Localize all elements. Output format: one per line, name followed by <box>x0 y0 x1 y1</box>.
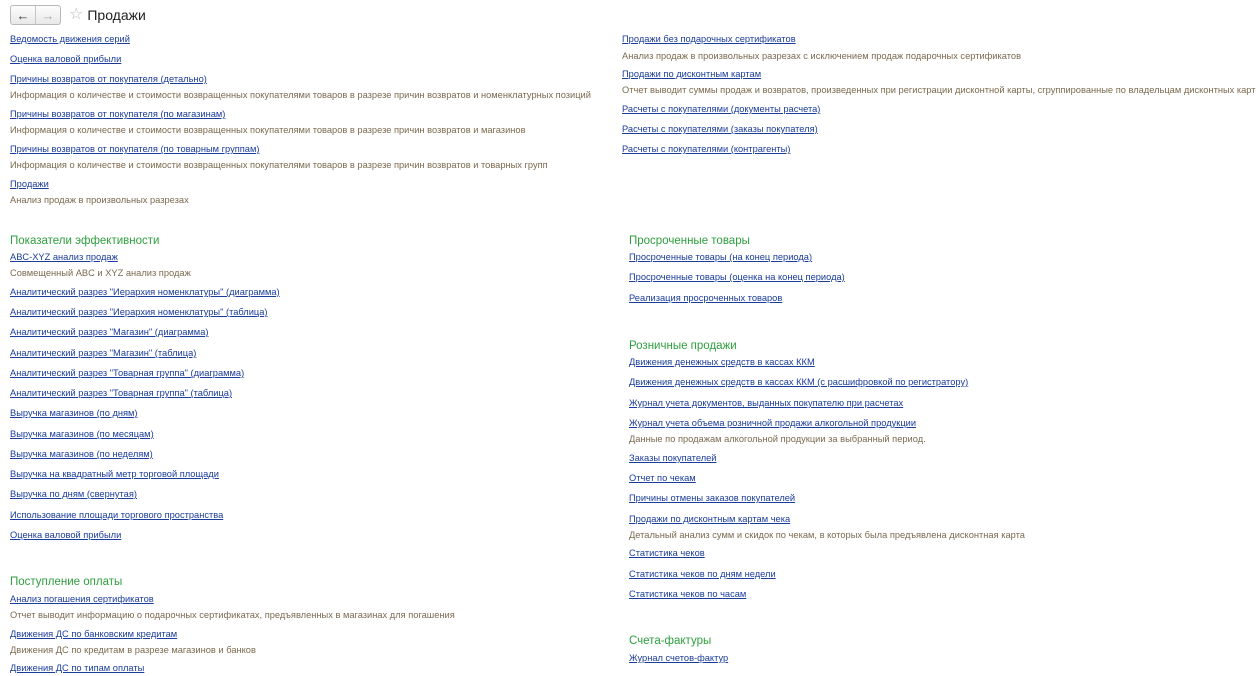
report-link[interactable]: Статистика чеков <box>629 548 705 558</box>
report-description: Информация о количестве и стоимости возвращенных покупателями товаров в разрезе причин возвратов и товарных групп <box>10 160 548 170</box>
report-link[interactable]: Аналитический разрез "Иерархия номенклатуры" (диаграмма) <box>10 287 280 297</box>
report-link[interactable]: Реализация просроченных товаров <box>629 293 783 303</box>
report-link[interactable]: Просроченные товары (на конец периода) <box>629 252 813 262</box>
report-description: Анализ продаж в произвольных разрезах <box>10 195 189 205</box>
report-link[interactable]: Движения денежных средств в кассах ККМ <box>629 357 815 367</box>
report-link[interactable]: Причины возвратов от покупателя (по товарным группам) <box>10 144 260 154</box>
report-link[interactable]: Заказы покупателей <box>629 453 717 463</box>
navigation-buttons <box>10 5 61 25</box>
forward-arrow-icon[interactable]: → <box>35 6 60 24</box>
report-link[interactable]: Движения денежных средств в кассах ККМ (с расшифровкой по регистратору) <box>629 377 969 387</box>
favorite-star-icon[interactable]: ☆ <box>69 6 84 23</box>
report-link[interactable]: Выручка магазинов (по неделям) <box>10 449 153 459</box>
report-link[interactable]: Отчет по чекам <box>629 473 696 483</box>
report-link[interactable]: Продажи без подарочных сертификатов <box>622 34 796 44</box>
report-link[interactable]: Анализ погашения сертификатов <box>10 594 154 604</box>
report-link[interactable]: Журнал учета документов, выданных покупателю при расчетах <box>629 398 904 408</box>
report-link[interactable]: Выручка магазинов (по месяцам) <box>10 429 154 439</box>
report-link[interactable]: Продажи <box>10 179 49 189</box>
report-description: Информация о количестве и стоимости возвращенных покупателями товаров в разрезе причин возвратов и магазинов <box>10 125 526 135</box>
section-title: Розничные продажи <box>629 340 737 352</box>
report-link[interactable]: Выручка магазинов (по дням) <box>10 408 138 418</box>
report-link[interactable]: Статистика чеков по дням недели <box>629 569 776 579</box>
report-link[interactable]: Ведомость движения серий <box>10 34 130 44</box>
report-link[interactable]: Статистика чеков по часам <box>629 589 747 599</box>
report-description: Совмещенный ABC и XYZ анализ продаж <box>10 268 191 278</box>
report-link[interactable]: Оценка валовой прибыли <box>10 54 122 64</box>
report-link[interactable]: Аналитический разрез "Магазин" (таблица) <box>10 348 197 358</box>
report-link[interactable]: Продажи по дисконтным картам чека <box>629 514 791 524</box>
section-title: Просроченные товары <box>629 235 750 247</box>
report-link[interactable]: Расчеты с покупателями (контрагенты) <box>622 144 791 154</box>
report-link[interactable]: Аналитический разрез "Магазин" (диаграмма) <box>10 327 209 337</box>
report-link[interactable]: Движения ДС по банковским кредитам <box>10 629 178 639</box>
window-header <box>10 5 146 25</box>
report-link[interactable]: Продажи по дисконтным картам <box>622 69 762 79</box>
report-description: Отчет выводит суммы продаж и возвратов, произведенных при регистрации дисконтной карты, сгруппированные по владельцам дисконтных карт <box>622 85 1256 95</box>
report-description: Движения ДС по кредитам в разрезе магазинов и банков <box>10 645 256 655</box>
report-link[interactable]: Выручка на квадратный метр торговой площади <box>10 469 219 479</box>
section-title: Счета-фактуры <box>629 635 712 647</box>
back-arrow-icon[interactable]: ← <box>16 7 30 23</box>
report-link[interactable]: Причины отмены заказов покупателей <box>629 493 796 503</box>
report-link[interactable]: Журнал учета объема розничной продажи алкогольной продукции <box>629 418 917 428</box>
report-link[interactable]: Причины возвратов от покупателя (по магазинам) <box>10 109 226 119</box>
report-link[interactable]: Аналитический разрез "Товарная группа" (диаграмма) <box>10 368 245 378</box>
report-description: Отчет выводит информацию о подарочных сертификатах, предъявленных в магазинах для погашения <box>10 610 455 620</box>
report-link[interactable]: Аналитический разрез "Иерархия номенклатуры" (таблица) <box>10 307 268 317</box>
report-link[interactable]: Оценка валовой прибыли <box>10 530 122 540</box>
section-title: Показатели эффективности <box>10 235 160 247</box>
report-link[interactable]: Использование площади торгового пространства <box>10 510 224 520</box>
section-title: Поступление оплаты <box>10 576 123 588</box>
report-link[interactable]: ABC-XYZ анализ продаж <box>10 252 118 262</box>
report-description: Детальный анализ сумм и скидок по чекам, в которых была предъявлена дисконтная карта <box>629 530 1025 540</box>
report-description: Данные по продажам алкогольной продукции за выбранный период. <box>629 434 926 444</box>
report-link[interactable]: Просроченные товары (оценка на конец периода) <box>629 272 845 282</box>
report-link[interactable]: Аналитический разрез "Товарная группа" (таблица) <box>10 388 233 398</box>
page-title: Продажи <box>87 7 146 23</box>
report-link[interactable]: Журнал счетов-фактур <box>629 653 729 663</box>
report-link[interactable]: Выручка по дням (свернутая) <box>10 489 137 499</box>
report-link[interactable]: Движения ДС по типам оплаты <box>10 663 145 673</box>
report-link[interactable]: Расчеты с покупателями (документы расчета) <box>622 104 821 114</box>
report-description: Анализ продаж в произвольных разрезах с исключением продаж подарочных сертификатов <box>622 51 1022 61</box>
report-link[interactable]: Причины возвратов от покупателя (детально) <box>10 74 207 84</box>
report-description: Информация о количестве и стоимости возвращенных покупателями товаров в разрезе причин возвратов и номенклатурных позиций <box>10 90 591 100</box>
report-link[interactable]: Расчеты с покупателями (заказы покупателя) <box>622 124 818 134</box>
